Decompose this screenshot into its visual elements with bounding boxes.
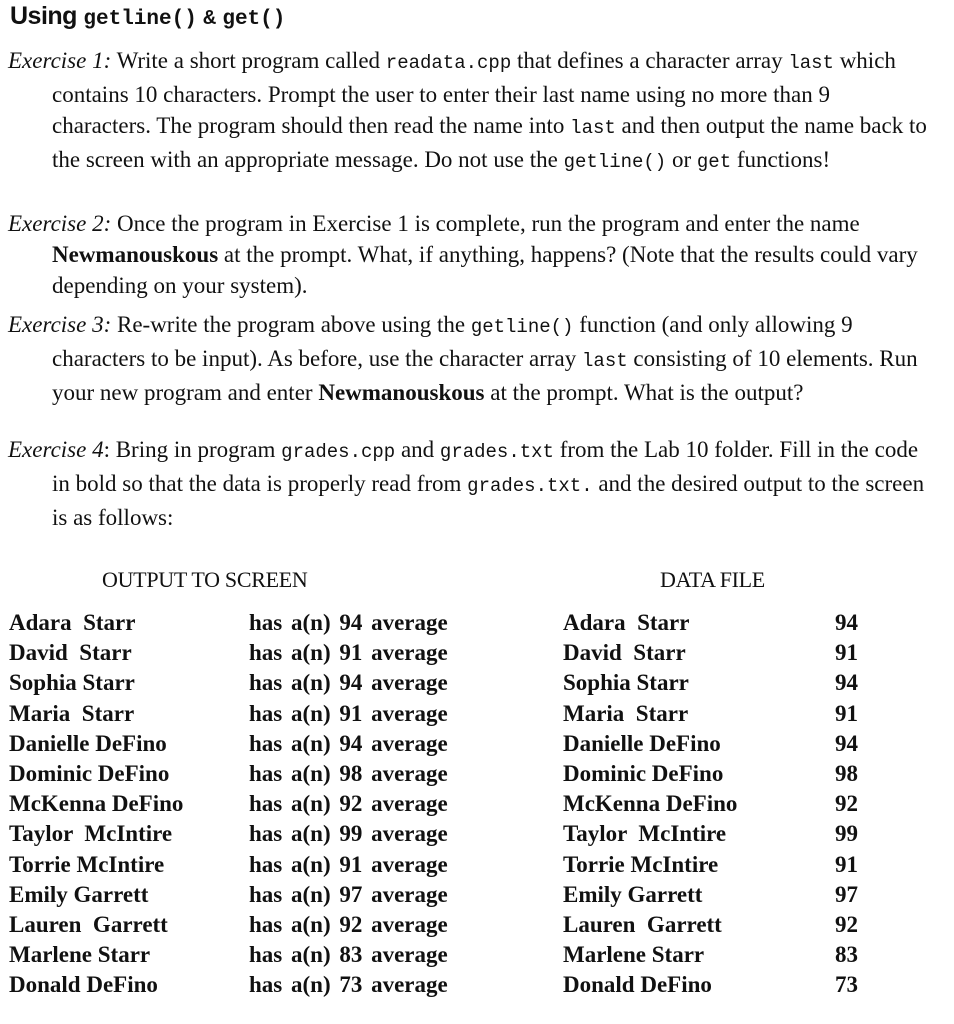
datafile-average: 92	[835, 912, 858, 937]
exercise-1	[8, 45, 932, 178]
bold-term: Newmanouskous	[318, 380, 485, 405]
datafile-average: 91	[835, 851, 858, 877]
datafile-average: 83	[835, 942, 858, 968]
exercise-text: at the prompt. What, if anything, happens? (Note that the results could vary depending on your system).	[52, 242, 918, 298]
datafile-student-name: Emily Garrett	[563, 881, 703, 907]
exercise-text: from the Lab 10 folder. Fill in the code in bold so that the data is properly read from	[52, 437, 919, 496]
exercise-text: that defines a character array	[511, 48, 789, 73]
code-term: get	[696, 151, 732, 173]
output-column-header: OUTPUT TO SCREEN	[102, 567, 308, 592]
datafile-average: 99	[835, 821, 858, 847]
exercise-2	[8, 208, 932, 301]
table-row	[0, 701, 954, 731]
heading-prefix: Using	[10, 2, 77, 30]
exercise-label: Exercise 2:	[8, 211, 112, 236]
datafile-average: 94	[835, 670, 858, 696]
exercise-label: Exercise 3:	[8, 312, 112, 337]
exercise-3	[8, 309, 932, 408]
output-student-name: Lauren Garrett	[9, 912, 168, 937]
exercise-4	[8, 434, 932, 533]
exercise-text: Once the program in Exercise 1 is complete, run the program and enter the name	[111, 211, 860, 236]
table-row	[0, 761, 954, 791]
code-term: grades.cpp	[281, 441, 396, 463]
code-term: readata.cpp	[385, 52, 512, 74]
output-average-text: has a(n) 91 average	[249, 851, 448, 877]
datafile-student-name: Marlene Starr	[563, 942, 705, 968]
output-average-text: has a(n) 98 average	[249, 761, 448, 786]
datafile-student-name: Dominic DeFino	[563, 761, 724, 786]
data-column-header: DATA FILE	[660, 567, 765, 592]
datafile-average: 91	[835, 640, 858, 666]
exercise-text: and the desired output to the screen is as follows:	[52, 471, 925, 530]
output-average-text: has a(n) 92 average	[249, 791, 448, 817]
output-student-name: Emily Garrett	[9, 881, 149, 907]
bold-term: Newmanouskous	[52, 242, 219, 267]
output-student-name: Torrie McIntire	[9, 851, 165, 877]
table-row	[0, 731, 954, 761]
table-row	[0, 670, 954, 700]
datafile-average: 91	[835, 700, 858, 726]
table-row	[0, 821, 954, 851]
output-average-text: has a(n) 94 average	[249, 610, 448, 635]
datafile-average: 98	[835, 761, 858, 786]
output-student-name: Adara Starr	[9, 610, 136, 635]
datafile-average: 73	[835, 972, 858, 998]
exercise-label: Exercise 1:	[8, 48, 112, 73]
datafile-student-name: David Starr	[563, 640, 686, 666]
heading-fn-getline: getline()	[83, 8, 197, 31]
table-row	[0, 610, 954, 640]
code-term: getline()	[563, 151, 667, 173]
page-heading	[10, 2, 285, 31]
code-term: grades.txt.	[467, 475, 593, 497]
exercise-text: and then output the name back to the screen with an appropriate message. Do not use the	[52, 113, 927, 172]
code-term: getline()	[470, 316, 574, 338]
output-student-name: Taylor McIntire	[9, 821, 173, 847]
table-row	[0, 912, 954, 942]
output-student-name: David Starr	[9, 640, 132, 666]
exercise-text: or	[666, 147, 697, 172]
datafile-student-name: Maria Starr	[563, 700, 689, 726]
output-student-name: Donald DeFino	[9, 972, 158, 998]
exercise-text: and	[395, 437, 440, 462]
output-average-text: has a(n) 83 average	[249, 942, 448, 968]
output-student-name: Marlene Starr	[9, 942, 151, 968]
exercise-text: consisting of 10 elements. Run your new program and enter	[52, 346, 918, 405]
table-row	[0, 640, 954, 670]
output-student-name: Maria Starr	[9, 700, 135, 726]
datafile-student-name: Torrie McIntire	[563, 851, 719, 877]
datafile-student-name: Taylor McIntire	[563, 821, 727, 847]
output-student-name: McKenna DeFino	[9, 791, 184, 817]
datafile-student-name: Lauren Garrett	[563, 912, 722, 937]
code-term: last	[582, 350, 628, 372]
output-average-text: has a(n) 91 average	[249, 700, 448, 726]
exercise-text: which contains 10 characters. Prompt the user to enter their last name using no more than 9 characters. The program should then read the name into	[52, 48, 896, 138]
output-student-name: Danielle DeFino	[9, 730, 167, 756]
datafile-student-name: McKenna DeFino	[563, 791, 738, 817]
output-average-text: has a(n) 94 average	[249, 730, 448, 756]
heading-fn-get: get()	[222, 8, 286, 31]
table-row	[0, 882, 954, 912]
exercise-text: functions!	[731, 147, 831, 172]
datafile-average: 94	[835, 610, 858, 635]
datafile-average: 94	[835, 730, 858, 756]
table-row	[0, 791, 954, 821]
exercise-text: : Bring in program	[103, 437, 282, 462]
code-term: last	[570, 117, 616, 139]
datafile-student-name: Danielle DeFino	[563, 730, 721, 756]
datafile-student-name: Adara Starr	[563, 610, 690, 635]
output-average-text: has a(n) 94 average	[249, 670, 448, 696]
output-average-text: has a(n) 73 average	[249, 972, 448, 998]
exercise-text: Re-write the program above using the	[111, 312, 471, 337]
exercise-text: function (and only allowing 9 characters to be input). As before, use the character array	[52, 312, 853, 371]
table-row	[0, 972, 954, 1002]
exercise-label: Exercise 4	[8, 437, 104, 462]
table-row	[0, 942, 954, 972]
output-average-text: has a(n) 92 average	[249, 912, 448, 937]
output-student-name: Sophia Starr	[9, 670, 135, 696]
exercise-text: Write a short program called	[111, 48, 386, 73]
output-average-text: has a(n) 99 average	[249, 821, 448, 847]
output-average-text: has a(n) 97 average	[249, 881, 448, 907]
exercise-text: at the prompt. What is the output?	[484, 380, 804, 405]
datafile-student-name: Sophia Starr	[563, 670, 689, 696]
code-term: last	[788, 52, 834, 74]
datafile-student-name: Donald DeFino	[563, 972, 712, 998]
output-average-text: has a(n) 91 average	[249, 640, 448, 666]
heading-ampersand: &	[203, 8, 216, 31]
datafile-average: 97	[835, 881, 858, 907]
table-row	[0, 852, 954, 882]
code-term: grades.txt	[439, 441, 554, 463]
datafile-average: 92	[835, 791, 858, 817]
output-student-name: Dominic DeFino	[9, 761, 170, 786]
